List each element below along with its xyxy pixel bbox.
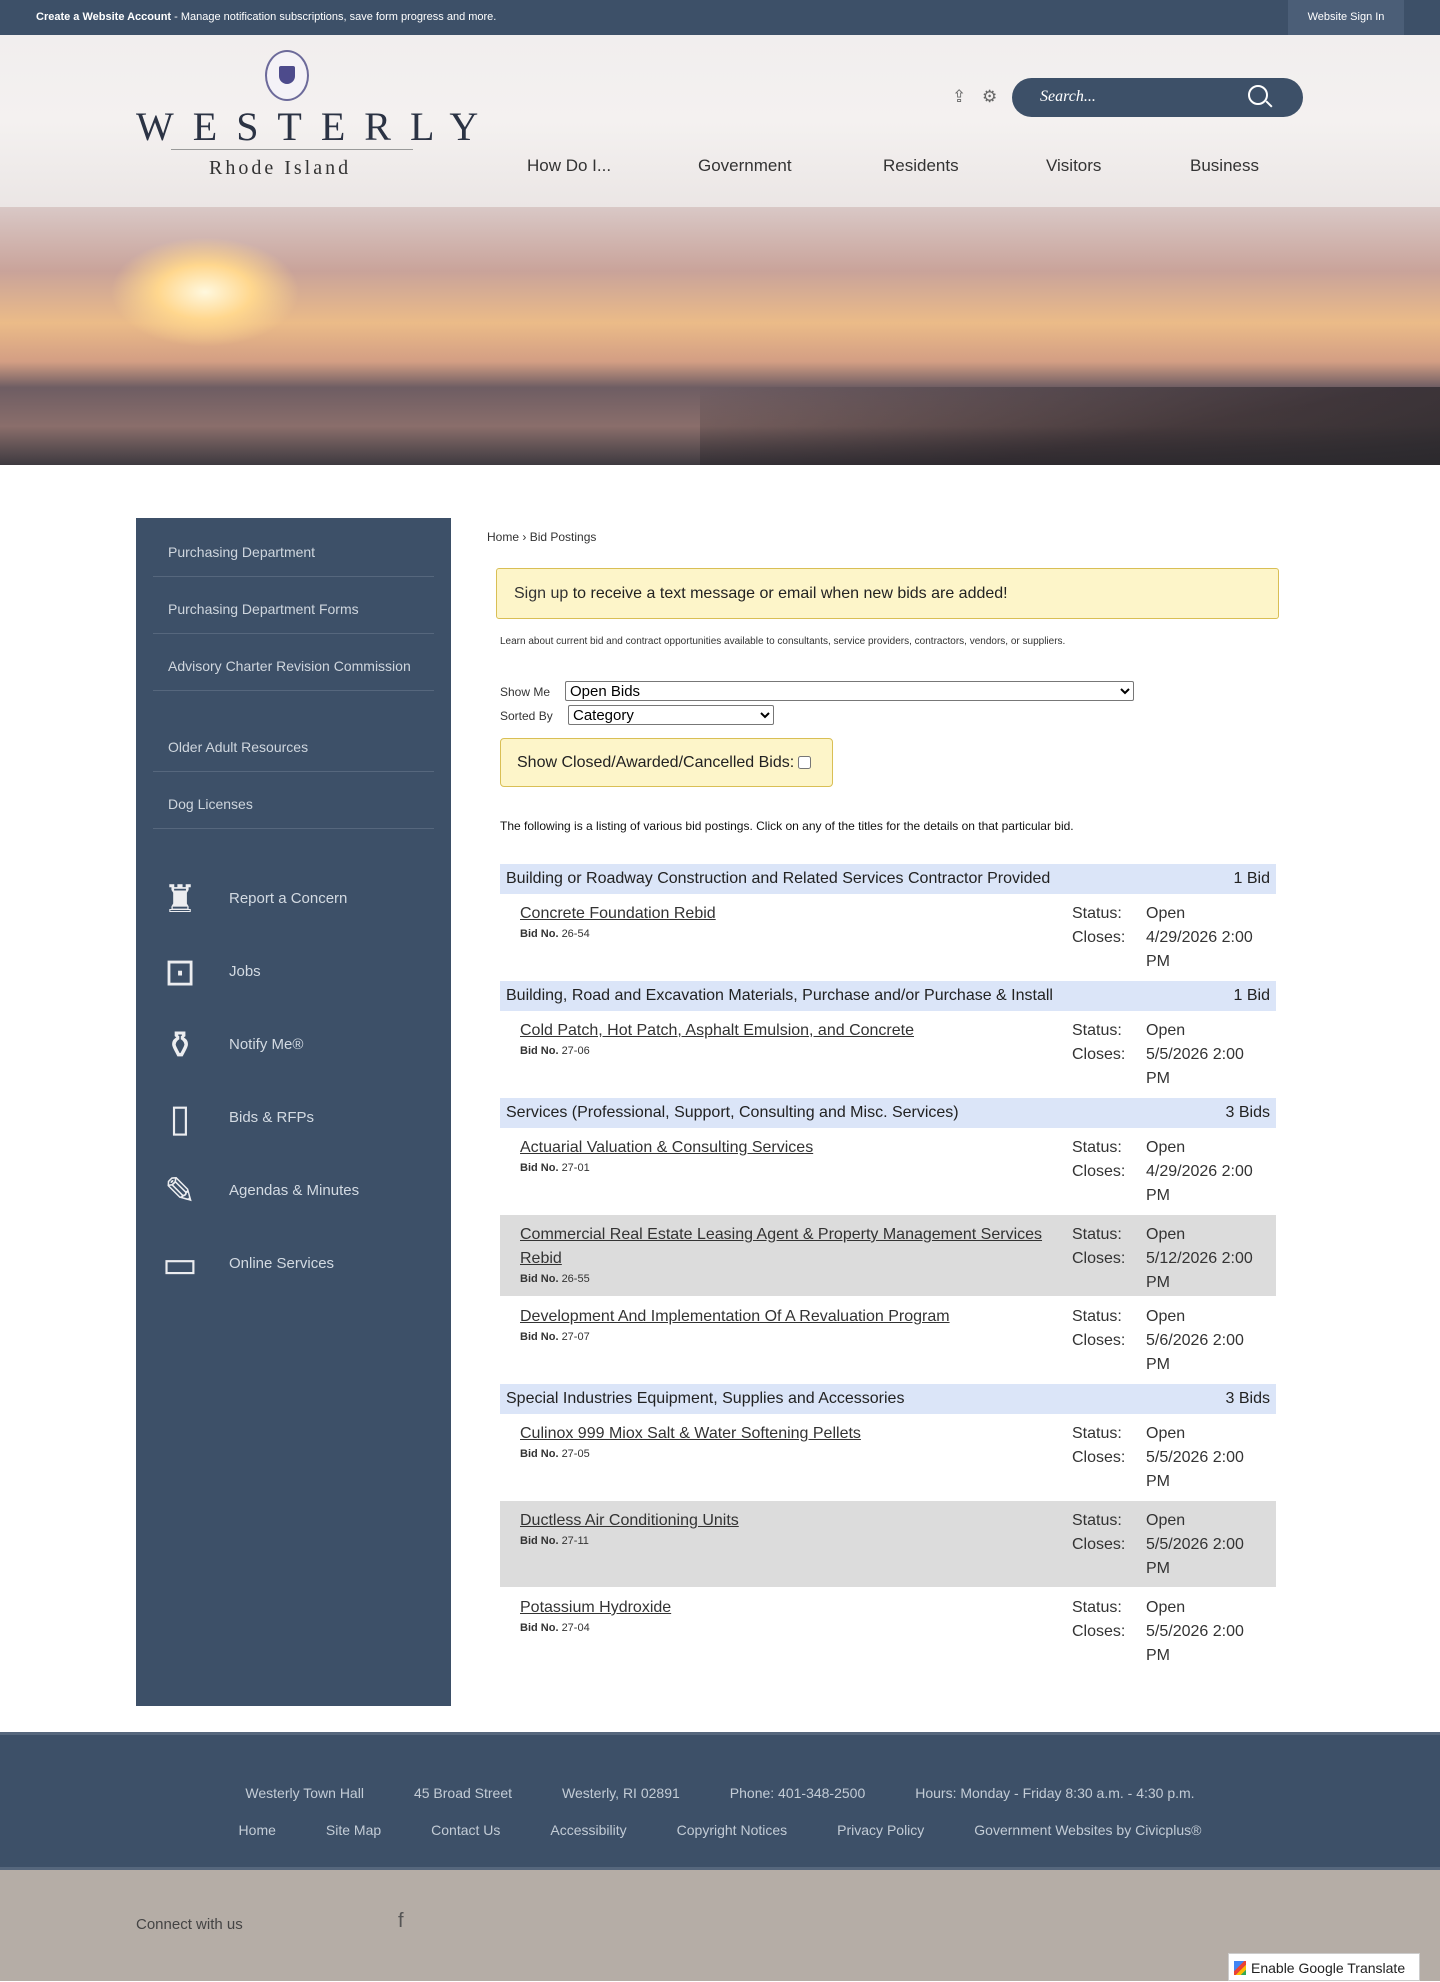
- search-input[interactable]: [1040, 88, 1240, 106]
- quicklink-report-concern[interactable]: [152, 870, 432, 930]
- signup-notice-text: to receive a text message or email when new bids are added!: [568, 585, 1008, 602]
- bid-number-value: 26-54: [561, 928, 590, 940]
- sidebar-item-purchasing-forms[interactable]: Purchasing Department Forms: [153, 585, 434, 634]
- nav-how-do-i[interactable]: How Do I...: [527, 156, 612, 175]
- status-value: Open: [1146, 1139, 1186, 1156]
- logo-westerly[interactable]: WESTERLY: [136, 104, 498, 149]
- status-labels: [1072, 1422, 1125, 1470]
- bid-number-value: 26-55: [561, 1273, 590, 1285]
- bid-number-value: 27-06: [561, 1045, 590, 1057]
- footer-info-item: 45 Broad Street: [413, 1785, 513, 1801]
- show-closed-checkbox[interactable]: [798, 756, 811, 769]
- google-translate-button[interactable]: [1228, 1953, 1420, 1981]
- category-count: 1 Bid: [1233, 870, 1270, 887]
- status-label: Status:: [1072, 1512, 1122, 1529]
- status-labels: [1072, 1305, 1125, 1353]
- footer-link[interactable]: Copyright Notices: [676, 1822, 788, 1838]
- status-values: [1146, 1596, 1266, 1668]
- show-closed-box: [500, 738, 833, 787]
- sidebar-item-dog-licenses[interactable]: Dog Licenses: [153, 780, 434, 829]
- bid-number-label: Bid No.: [520, 928, 559, 940]
- footer-info-item: Westerly, RI 02891: [562, 1785, 680, 1801]
- status-labels: [1072, 1509, 1125, 1557]
- nav-residents[interactable]: Residents: [883, 156, 959, 175]
- town-seal-logo[interactable]: [265, 50, 309, 101]
- closes-label: Closes:: [1072, 1046, 1126, 1063]
- status-labels: [1072, 1223, 1125, 1271]
- category-count: 3 Bids: [1225, 1104, 1270, 1121]
- category-name: Services (Professional, Support, Consulting and Misc. Services): [506, 1104, 959, 1121]
- closes-label: Closes:: [1072, 1536, 1126, 1553]
- bid-row: [500, 1297, 1276, 1384]
- bid-row: [500, 1215, 1276, 1297]
- quicklink-label: Notify Me®: [229, 1036, 304, 1053]
- status-value: Open: [1146, 1599, 1186, 1616]
- bid-title-link[interactable]: Development And Implementation Of A Revaluation Program: [520, 1308, 950, 1325]
- hero-sun: [110, 237, 300, 347]
- status-values: [1146, 902, 1266, 974]
- logo-rhode-island: Rhode Island: [209, 157, 352, 179]
- bid-number-value: 27-04: [561, 1622, 590, 1634]
- show-me-select[interactable]: [565, 681, 1134, 701]
- phone-icon: ▭: [162, 1244, 198, 1286]
- sidebar-item-purchasing-department[interactable]: Purchasing Department: [153, 528, 434, 577]
- bid-number-label: Bid No.: [520, 1331, 559, 1343]
- bid-row: [500, 1128, 1276, 1215]
- scroll-icon: ▯: [169, 1098, 191, 1140]
- breadcrumb-home[interactable]: Home: [487, 530, 520, 544]
- category-header: [500, 864, 1276, 894]
- bid-number-label: Bid No.: [520, 1622, 559, 1634]
- quicklink-agendas-minutes[interactable]: [152, 1162, 432, 1222]
- category-header: [500, 1384, 1276, 1414]
- status-value: Open: [1146, 1425, 1186, 1442]
- bid-title-link[interactable]: Actuarial Valuation & Consulting Services: [520, 1139, 814, 1156]
- footer-links-row: [0, 1822, 1440, 1838]
- quicklink-online-services[interactable]: [152, 1235, 432, 1295]
- closes-value: 4/29/2026 2:00 PM: [1146, 1163, 1253, 1204]
- quicklink-label: Agendas & Minutes: [229, 1182, 360, 1199]
- bid-title-link[interactable]: Commercial Real Estate Leasing Agent & Property Management Services Rebid: [520, 1226, 1043, 1267]
- site-header: [0, 35, 1440, 207]
- listing-intro: The following is a listing of various bid postings. Click on any of the titles for the details on that particular bid.: [500, 819, 1074, 833]
- category-count: 1 Bid: [1233, 987, 1270, 1004]
- status-value: Open: [1146, 905, 1186, 922]
- status-values: [1146, 1305, 1266, 1377]
- closes-value: 5/12/2026 2:00 PM: [1146, 1250, 1253, 1291]
- bid-number-value: 27-11: [561, 1535, 589, 1547]
- footer: [0, 1732, 1440, 1870]
- sidebar: [136, 518, 451, 1706]
- show-closed-label: Show Closed/Awarded/Cancelled Bids:: [517, 754, 795, 771]
- bid-row: [500, 1501, 1276, 1588]
- footer-info-item: Hours: Monday - Friday 8:30 a.m. - 4:30 p.m.: [915, 1785, 1195, 1801]
- quicklink-bids-rfps[interactable]: [152, 1089, 432, 1149]
- closes-value: 5/5/2026 2:00 PM: [1146, 1046, 1244, 1087]
- bid-list: [500, 864, 1276, 1675]
- category-header: [500, 1098, 1276, 1128]
- closes-label: Closes:: [1072, 929, 1126, 946]
- top-bar: [0, 0, 1440, 35]
- footer-link[interactable]: Privacy Policy: [837, 1822, 925, 1838]
- status-values: [1146, 1422, 1266, 1494]
- status-value: Open: [1146, 1512, 1186, 1529]
- share-icon[interactable]: ⇪: [952, 87, 967, 106]
- status-label: Status:: [1072, 1425, 1122, 1442]
- closes-label: Closes:: [1072, 1449, 1126, 1466]
- status-value: Open: [1146, 1022, 1186, 1039]
- bid-title-link[interactable]: Culinox 999 Miox Salt & Water Softening Pellets: [520, 1425, 861, 1442]
- footer-link[interactable]: Site Map: [325, 1822, 382, 1838]
- footer-info-item: Phone: 401-348-2500: [729, 1785, 866, 1801]
- google-icon: [1234, 1961, 1246, 1975]
- status-values: [1146, 1019, 1266, 1091]
- status-value: Open: [1146, 1308, 1186, 1325]
- quicklink-jobs[interactable]: [152, 943, 432, 1003]
- hero-rocks: [700, 387, 1440, 465]
- sign-up-link[interactable]: Sign up: [514, 585, 569, 602]
- category-name: Special Industries Equipment, Supplies and Accessories: [506, 1390, 905, 1407]
- status-label: Status:: [1072, 1139, 1122, 1156]
- bid-row: [500, 1011, 1276, 1098]
- footer-link[interactable]: Contact Us: [431, 1822, 501, 1838]
- search-box: [1012, 78, 1303, 117]
- closes-label: Closes:: [1072, 1623, 1126, 1640]
- bid-number-label: Bid No.: [520, 1162, 559, 1174]
- bid-number-value: 27-01: [561, 1162, 590, 1174]
- breadcrumb-current: Bid Postings: [529, 530, 597, 544]
- category-count: 3 Bids: [1225, 1390, 1270, 1407]
- closes-value: 5/5/2026 2:00 PM: [1146, 1623, 1244, 1664]
- closes-value: 5/5/2026 2:00 PM: [1146, 1536, 1244, 1577]
- bid-number-label: Bid No.: [520, 1045, 559, 1057]
- footer-link[interactable]: Government Websites by Civicplus®: [974, 1822, 1202, 1838]
- bid-row: [500, 894, 1276, 981]
- closes-label: Closes:: [1072, 1250, 1126, 1267]
- category-header: [500, 981, 1276, 1011]
- show-me-label: Show Me: [500, 685, 551, 699]
- quicklink-label: Online Services: [229, 1255, 335, 1272]
- bid-row: [500, 1588, 1276, 1675]
- closes-label: Closes:: [1072, 1163, 1126, 1180]
- connect-with-us: Connect with us: [136, 1916, 243, 1933]
- category-name: Building or Roadway Construction and Related Services Contractor Provided: [506, 870, 1051, 887]
- nav-business[interactable]: Business: [1190, 156, 1259, 175]
- sorted-by-select[interactable]: [568, 705, 774, 725]
- status-labels: [1072, 902, 1125, 950]
- status-label: Status:: [1072, 1599, 1122, 1616]
- category-name: Building, Road and Excavation Materials, Purchase and/or Purchase & Install: [506, 987, 1053, 1004]
- signup-notice: [496, 568, 1279, 619]
- footer-info-item: Westerly Town Hall: [245, 1785, 364, 1801]
- breadcrumb-separator: ›: [519, 530, 530, 544]
- bid-title-link[interactable]: Concrete Foundation Rebid: [520, 905, 716, 922]
- closes-value: 4/29/2026 2:00 PM: [1146, 929, 1253, 970]
- social-bar: [0, 1870, 1440, 1981]
- intro-text: Learn about current bid and contract opportunities available to consultants, service providers, contractors, vendors, or suppliers.: [500, 636, 1066, 647]
- footer-info-row: [0, 1785, 1440, 1801]
- bid-title-link[interactable]: Potassium Hydroxide: [520, 1599, 672, 1616]
- quicklink-notify-me[interactable]: [152, 1016, 432, 1076]
- create-account-link[interactable]: Create a Website Account: [36, 11, 172, 23]
- website-sign-in-button[interactable]: Website Sign In: [1288, 0, 1404, 35]
- bid-number-label: Bid No.: [520, 1273, 559, 1285]
- status-labels: [1072, 1596, 1125, 1644]
- nav-government[interactable]: Government: [698, 156, 792, 175]
- sidebar-item-charter-revision[interactable]: Advisory Charter Revision Commission: [153, 642, 434, 691]
- bid-number-value: 27-07: [561, 1331, 590, 1343]
- google-translate-label: Enable Google Translate: [1251, 1960, 1406, 1976]
- nav-visitors[interactable]: Visitors: [1046, 156, 1102, 175]
- hero-banner-image: [0, 207, 1440, 465]
- bid-row: [500, 1414, 1276, 1501]
- status-labels: [1072, 1136, 1125, 1184]
- status-values: [1146, 1223, 1266, 1295]
- create-account-message[interactable]: [36, 11, 496, 23]
- facebook-icon[interactable]: f: [398, 1910, 404, 1932]
- status-label: Status:: [1072, 905, 1122, 922]
- gear-icon[interactable]: ⚙: [982, 87, 998, 106]
- create-account-desc: - Manage notification subscriptions, save form progress and more.: [171, 11, 497, 23]
- lighthouse-icon: ♜: [162, 879, 198, 921]
- footer-link[interactable]: Home: [238, 1822, 276, 1838]
- bid-title-link[interactable]: Ductless Air Conditioning Units: [520, 1512, 739, 1529]
- bid-number-label: Bid No.: [520, 1535, 559, 1547]
- status-labels: [1072, 1019, 1125, 1067]
- sidebar-item-older-adult[interactable]: Older Adult Resources: [153, 723, 434, 772]
- search-icon[interactable]: [1248, 85, 1268, 105]
- bid-number-value: 27-05: [561, 1448, 590, 1460]
- footer-link[interactable]: Accessibility: [550, 1822, 627, 1838]
- bottle-icon: ⚱: [164, 1025, 196, 1067]
- quicklink-label: Report a Concern: [229, 890, 348, 907]
- status-values: [1146, 1136, 1266, 1208]
- closes-value: 5/5/2026 2:00 PM: [1146, 1449, 1244, 1490]
- status-label: Status:: [1072, 1308, 1122, 1325]
- closes-value: 5/6/2026 2:00 PM: [1146, 1332, 1244, 1373]
- sorted-by-label: Sorted By: [500, 709, 553, 723]
- status-value: Open: [1146, 1226, 1186, 1243]
- quicklink-label: Jobs: [229, 963, 261, 980]
- suitcase-icon: ⊡: [164, 952, 196, 994]
- status-label: Status:: [1072, 1022, 1122, 1039]
- logo-divider: [171, 149, 413, 150]
- bid-title-link[interactable]: Cold Patch, Hot Patch, Asphalt Emulsion, and Concrete: [520, 1022, 914, 1039]
- status-values: [1146, 1509, 1266, 1581]
- quicklink-label: Bids & RFPs: [229, 1109, 315, 1126]
- quill-icon: ✎: [164, 1171, 196, 1213]
- closes-label: Closes:: [1072, 1332, 1126, 1349]
- bid-number-label: Bid No.: [520, 1448, 559, 1460]
- breadcrumb: [487, 530, 596, 544]
- status-label: Status:: [1072, 1226, 1122, 1243]
